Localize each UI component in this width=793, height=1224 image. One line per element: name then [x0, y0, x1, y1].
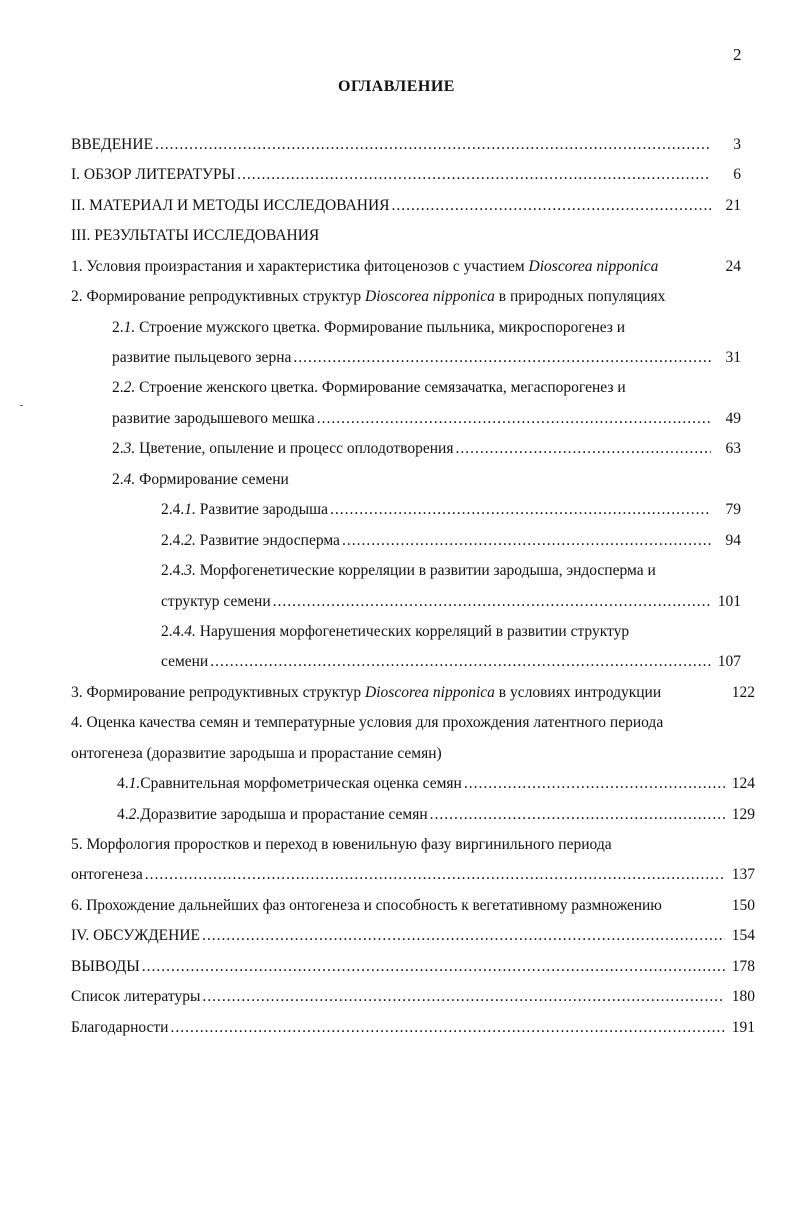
- page-ref: 107: [717, 653, 741, 670]
- page-ref: 150: [731, 897, 755, 914]
- toc-entry-section-3: 3. Формирование репродуктивных структур Dioscorea nipponica в условиях интродукции 122: [71, 684, 755, 701]
- toc-entry-section-2-4-3-cont: структур семени ..... 101: [161, 593, 741, 623]
- dot-leader: [342, 532, 711, 550]
- toc-entry-section-4-2: 4.2.Доразвитие зародыша и прорастание семян ..... 129: [117, 806, 755, 836]
- toc-entry-section-5: 5. Морфология проростков и переход в ювенильную фазу виргинильного периода: [71, 836, 612, 853]
- page-ref: 137: [731, 866, 755, 883]
- dot-leader: [464, 775, 725, 793]
- toc-entry-section-2-4-3: 2.4.3. Морфогенетические корреляции в развитии зародыша, эндосперма и: [161, 562, 656, 579]
- toc-entry-chapter-1: I. ОБЗОР ЛИТЕРАТУРЫ ..... 6: [71, 166, 741, 196]
- dot-leader: [210, 653, 711, 671]
- toc-entry-section-2-1-cont: развитие пыльцевого зерна ..... 31: [112, 349, 741, 379]
- dot-leader: [392, 197, 712, 215]
- page-ref: 178: [731, 958, 755, 975]
- page-ref: 129: [731, 806, 755, 823]
- toc-entry-chapter-3: III. РЕЗУЛЬТАТЫ ИССЛЕДОВАНИЯ: [71, 227, 320, 244]
- toc-entry-section-2-4: 2.4. Формирование семени: [112, 471, 289, 488]
- dot-leader: [202, 927, 725, 945]
- toc-entry-section-5-cont: онтогенеза ..... 137: [71, 866, 755, 896]
- toc-entry-section-2-2: 2.2. Строение женского цветка. Формирование семязачатка, мегаспорогенез и: [112, 379, 626, 396]
- page-ref: 180: [731, 988, 755, 1005]
- toc-entry-section-2-1: 2.1. Строение мужского цветка. Формирование пыльника, микроспорогенез и: [112, 319, 626, 336]
- dot-leader: [170, 1019, 725, 1037]
- toc-entry-references: Список литературы ..... 180: [71, 988, 755, 1018]
- toc-entry-section-2-2-cont: развитие зародышевого мешка ..... 49: [112, 410, 741, 440]
- toc-entry-section-1: 1. Условия произрастания и характеристика фитоценозов с участием Dioscorea nipponica 24: [71, 258, 741, 275]
- toc-entry-section-2-3: 2.3. Цветение, опыление и процесс оплодотворения ..... 63: [112, 440, 741, 470]
- toc-entry-acknowledgements: Благодарности ..... 191: [71, 1019, 755, 1049]
- page-ref: 31: [725, 349, 741, 366]
- page-title: ОГЛАВЛЕНИЕ: [338, 78, 455, 95]
- scan-speck: [20, 405, 23, 406]
- page-ref: 63: [725, 440, 741, 457]
- toc-entry-section-4: 4. Оценка качества семян и температурные условия для прохождения латентного периода: [71, 714, 664, 731]
- page-ref: 24: [725, 258, 741, 275]
- dot-leader: [202, 988, 725, 1006]
- toc-entry-section-2-4-2: 2.4.2. Развитие эндосперма ..... 94: [161, 532, 741, 562]
- page-number: 2: [733, 45, 742, 64]
- dot-leader: [317, 410, 711, 428]
- page-ref: 154: [731, 927, 755, 944]
- dot-leader: [145, 866, 725, 884]
- toc-entry-chapter-2: II. МАТЕРИАЛ И МЕТОДЫ ИССЛЕДОВАНИЯ ..... 21: [71, 197, 741, 227]
- toc-entry-conclusions: ВЫВОДЫ ..... 178: [71, 958, 755, 988]
- dot-leader: [155, 136, 711, 154]
- toc-entry-intro: ВВЕДЕНИЕ ..... 3: [71, 136, 741, 166]
- page-ref: 94: [725, 532, 741, 549]
- page-ref: 49: [725, 410, 741, 427]
- page-ref: 21: [725, 197, 741, 214]
- dot-leader: [142, 958, 725, 976]
- dot-leader: [455, 440, 711, 458]
- dot-leader: [430, 806, 725, 824]
- toc-entry-section-4-1: 4.1.Сравнительная морфометрическая оценка семян ..... 124: [117, 775, 755, 805]
- page-ref: 101: [717, 593, 741, 610]
- page-ref: 124: [731, 775, 755, 792]
- page-ref: 79: [725, 501, 741, 518]
- dot-leader: [293, 349, 711, 367]
- toc-entry-section-2-4-4-cont: семени ..... 107: [161, 653, 741, 683]
- toc-entry-section-6: 6. Прохождение дальнейших фаз онтогенеза и способность к вегетативному размножению 150: [71, 897, 755, 914]
- page-ref: 191: [731, 1019, 755, 1036]
- toc-entry-section-4-cont: онтогенеза (доразвитие зародыша и прорастание семян): [71, 745, 442, 762]
- dot-leader: [330, 501, 711, 519]
- page-ref: 6: [733, 166, 741, 183]
- page-ref: 3: [733, 136, 741, 153]
- toc-entry-section-2-4-1: 2.4.1. Развитие зародыша ..... 79: [161, 501, 741, 531]
- toc-entry-section-2-4-4: 2.4.4. Нарушения морфогенетических корреляций в развитии структур: [161, 623, 630, 640]
- dot-leader: [273, 593, 711, 611]
- toc-entry-chapter-4: IV. ОБСУЖДЕНИЕ ..... 154: [71, 927, 755, 957]
- page-ref: 122: [731, 684, 755, 701]
- toc-entry-section-2: 2. Формирование репродуктивных структур Dioscorea nipponica в природных популяциях: [71, 288, 666, 305]
- dot-leader: [237, 166, 711, 184]
